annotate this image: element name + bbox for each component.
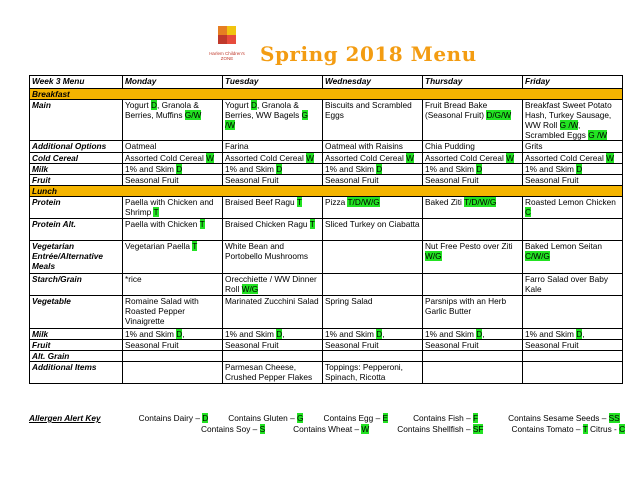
allergen-tag: T — [309, 219, 315, 229]
table-cell — [523, 175, 623, 186]
allergen-key-label: Contains Tomato – — [511, 424, 583, 434]
allergen-key-title: Allergen Alert Key — [29, 413, 101, 423]
cell-text: Chia Pudding — [425, 141, 475, 151]
logo — [205, 24, 249, 64]
allergen-tag: G — [297, 413, 304, 423]
allergen-tag: W — [606, 153, 615, 163]
row-label: Starch/Grain — [30, 274, 123, 296]
cell-text: Grits — [525, 141, 543, 151]
table-cell — [323, 274, 423, 296]
table-cell — [323, 329, 423, 340]
allergen-tag: W — [506, 153, 515, 163]
table-cell — [423, 197, 523, 219]
table-cell — [323, 340, 423, 351]
column-header-week: Week 3 Menu — [30, 76, 123, 89]
table-cell — [523, 164, 623, 175]
row-label: Fruit — [30, 340, 123, 351]
table-cell — [523, 296, 623, 329]
cell-text: Seasonal Fruit — [225, 175, 279, 185]
cell-text: Seasonal Fruit — [125, 175, 179, 185]
cell-text: Seasonal Fruit — [525, 175, 579, 185]
allergen-tag: D — [176, 164, 183, 174]
column-header-day: Friday — [523, 76, 623, 89]
table-row — [30, 141, 623, 153]
cell-text: 1% and Skim — [225, 164, 277, 174]
cell-text: Seasonal Fruit — [325, 340, 379, 350]
table-cell — [423, 141, 523, 153]
table-cell — [323, 141, 423, 153]
table-cell — [423, 153, 523, 164]
allergen-key-item — [397, 424, 483, 435]
allergen-tag: T — [582, 424, 588, 434]
logo-text: Harlem Children's ZONE — [209, 51, 245, 61]
table-header-row — [30, 76, 623, 89]
allergen-tag: D — [276, 329, 283, 339]
allergen-tag: D — [376, 164, 383, 174]
table-cell — [423, 219, 523, 241]
logo-square-orange — [218, 26, 227, 35]
table-cell — [223, 241, 323, 274]
allergen-tag: W/G — [241, 284, 259, 294]
table-row — [30, 329, 623, 340]
cell-text: 1% and Skim — [225, 329, 277, 339]
table-cell — [323, 241, 423, 274]
allergen-key-item — [508, 413, 620, 424]
cell-text: Toppings: Pepperoni, Spinach, Ricotta — [325, 362, 403, 382]
allergen-key-item — [228, 413, 303, 424]
allergen-tag: D — [202, 413, 209, 423]
table-cell — [523, 241, 623, 274]
allergen-tag: D — [576, 329, 583, 339]
cell-text: *rice — [125, 274, 142, 284]
table-cell — [323, 219, 423, 241]
allergen-key-item — [139, 413, 209, 424]
section-label: Lunch — [30, 186, 623, 197]
table-cell — [223, 362, 323, 384]
cell-text: , — [282, 329, 285, 339]
allergen-tag: T — [153, 207, 159, 217]
cell-text: 1% and Skim — [525, 164, 577, 174]
row-label: Additional Items — [30, 362, 123, 384]
cell-text: 1% and Skim — [425, 329, 477, 339]
allergen-tag: W — [361, 424, 370, 434]
cell-text: Biscuits and Scrambled Eggs — [325, 100, 412, 120]
cell-text: Vegetarian Paella — [125, 241, 193, 251]
allergen-key-label: Contains Soy – — [201, 424, 260, 434]
cell-text: Romaine Salad with Roasted Pepper Vinaigrette — [125, 296, 199, 326]
table-cell — [523, 197, 623, 219]
table-cell — [123, 340, 223, 351]
table-cell — [123, 296, 223, 329]
allergen-tag: D — [276, 164, 283, 174]
cell-text: Assorted Cold Cereal — [525, 153, 607, 163]
row-label: Milk — [30, 164, 123, 175]
cell-text: Oatmeal — [125, 141, 157, 151]
allergen-tag: E — [382, 413, 389, 423]
allergen-tag: G /W — [588, 130, 608, 140]
cell-text: Farro Salad over Baby Kale — [525, 274, 609, 294]
allergen-tag: W — [206, 153, 215, 163]
table-cell — [523, 141, 623, 153]
cell-text: Fruit Bread Bake (Seasonal Fruit) — [425, 100, 488, 120]
cell-text: Paella with Chicken and Shrimp — [125, 197, 214, 217]
allergen-tag: D — [176, 329, 183, 339]
cell-text: Orecchiette / WW Dinner Roll — [225, 274, 317, 294]
allergen-tag: D — [476, 329, 483, 339]
row-label: Main — [30, 100, 123, 141]
table-cell — [523, 274, 623, 296]
table-cell — [423, 241, 523, 274]
cell-text: Yogurt — [125, 100, 151, 110]
cell-text: Assorted Cold Cereal — [225, 153, 307, 163]
table-row — [30, 241, 623, 274]
table-cell — [523, 351, 623, 362]
allergen-tag: S — [259, 424, 266, 434]
table-cell — [223, 175, 323, 186]
allergen-key-line-2 — [201, 424, 625, 435]
cell-text: Breakfast Sweet Potato Hash, Turkey Sausage, WW Roll — [525, 100, 612, 130]
allergen-tag: W — [406, 153, 415, 163]
row-label: Alt. Grain — [30, 351, 123, 362]
table-cell — [323, 362, 423, 384]
cell-text: Seasonal Fruit — [425, 175, 479, 185]
table-cell — [223, 274, 323, 296]
row-label: Vegetarian Entrée/Alternative Meals — [30, 241, 123, 274]
cell-text: 1% and Skim — [325, 329, 377, 339]
allergen-tag: C — [525, 207, 531, 217]
table-cell — [423, 362, 523, 384]
column-header-day: Wednesday — [323, 76, 423, 89]
allergen-tag: D — [576, 164, 583, 174]
cell-text: Seasonal Fruit — [425, 340, 479, 350]
table-cell — [223, 153, 323, 164]
allergen-tag: D — [151, 100, 157, 110]
column-header-day: Thursday — [423, 76, 523, 89]
allergen-tag: G /W — [559, 120, 579, 130]
cell-text: Braised Chicken Ragu — [225, 219, 310, 229]
table-row — [30, 362, 623, 384]
table-row — [30, 296, 623, 329]
row-label: Protein — [30, 197, 123, 219]
cell-text: Baked Ziti — [425, 197, 465, 207]
table-cell — [323, 164, 423, 175]
allergen-key-label: Contains Wheat – — [293, 424, 362, 434]
row-label: Vegetable — [30, 296, 123, 329]
allergen-key-label: Citrus - — [587, 424, 620, 434]
table-cell — [123, 153, 223, 164]
cell-text: Seasonal Fruit — [225, 340, 279, 350]
table-cell — [323, 296, 423, 329]
cell-text: Oatmeal with Raisins — [325, 141, 403, 151]
table-cell — [423, 164, 523, 175]
column-header-day: Monday — [123, 76, 223, 89]
table-cell — [123, 351, 223, 362]
logo-square-yellow — [227, 26, 236, 35]
allergen-key-label: Contains Shellfish – — [397, 424, 473, 434]
allergen-tag: D — [476, 164, 483, 174]
table-cell — [523, 340, 623, 351]
cell-text: , Granola & Berries, WW Bagels — [225, 100, 302, 120]
table-row — [30, 219, 623, 241]
table-cell — [223, 351, 323, 362]
cell-text: 1% and Skim — [325, 164, 377, 174]
allergen-key-item — [511, 424, 587, 435]
cell-text: White Bean and Portobello Mushrooms — [225, 241, 309, 261]
allergen-key-label: Contains Fish – — [413, 413, 474, 423]
table-cell — [323, 100, 423, 141]
table-cell — [123, 141, 223, 153]
table-cell — [423, 175, 523, 186]
cell-text: Braised Beef Ragu — [225, 197, 297, 207]
table-cell — [523, 362, 623, 384]
cell-text: Assorted Cold Cereal — [325, 153, 407, 163]
allergen-tag: SF — [472, 424, 484, 434]
allergen-key-item — [413, 413, 478, 424]
allergen-tag: G/W — [184, 110, 202, 120]
cell-text: Farina — [225, 141, 249, 151]
cell-text: Seasonal Fruit — [325, 175, 379, 185]
table-row — [30, 351, 623, 362]
allergen-tag: W/G — [425, 251, 442, 261]
allergen-tag: T/D/W/G — [347, 197, 380, 207]
table-cell — [323, 351, 423, 362]
allergen-key-item — [323, 413, 388, 424]
column-header-day: Tuesday — [223, 76, 323, 89]
allergen-tag: W — [306, 153, 315, 163]
cell-text: , Scrambled Eggs — [525, 120, 589, 140]
cell-text: , Granola & Berries, Muffins — [125, 100, 199, 120]
table-cell — [523, 153, 623, 164]
row-label: Additional Options — [30, 141, 123, 153]
page-title: Spring 2018 Menu — [260, 42, 477, 66]
allergen-key-label: Contains Sesame Seeds – — [508, 413, 609, 423]
allergen-tag: F — [473, 413, 479, 423]
section-row — [30, 186, 623, 197]
cell-text: 1% and Skim — [525, 329, 577, 339]
allergen-key-line-1 — [29, 413, 620, 424]
table-cell — [323, 197, 423, 219]
cell-text: Spring Salad — [325, 296, 373, 306]
cell-text: Paella with Chicken — [125, 219, 200, 229]
table-row — [30, 340, 623, 351]
table-row — [30, 175, 623, 186]
allergen-tag: T — [192, 241, 198, 251]
table-row — [30, 153, 623, 164]
table-cell — [123, 100, 223, 141]
table-cell — [523, 100, 623, 141]
table-cell — [423, 351, 523, 362]
allergen-tag: C — [619, 424, 626, 434]
allergen-key-item — [201, 424, 265, 435]
allergen-tag: C/W/G — [525, 251, 550, 261]
table-cell — [123, 241, 223, 274]
table-row — [30, 197, 623, 219]
cell-text: Marinated Zucchini Salad — [225, 296, 319, 306]
allergen-key-item — [293, 424, 369, 435]
table-cell — [123, 329, 223, 340]
table-cell — [423, 296, 523, 329]
cell-text: , — [582, 329, 585, 339]
cell-text: Pizza — [325, 197, 348, 207]
cell-text: Roasted Lemon Chicken — [525, 197, 616, 207]
cell-text: , — [382, 329, 385, 339]
cell-text: 1% and Skim — [125, 164, 177, 174]
table-cell — [223, 197, 323, 219]
table-cell — [123, 164, 223, 175]
table-cell — [223, 141, 323, 153]
table-cell — [123, 175, 223, 186]
cell-text: , — [482, 329, 485, 339]
allergen-tag: D/G/W — [486, 110, 512, 120]
table-cell — [323, 175, 423, 186]
table-cell — [123, 197, 223, 219]
cell-text: Seasonal Fruit — [525, 340, 579, 350]
cell-text: Parmesan Cheese, Crushed Pepper Flakes — [225, 362, 313, 382]
row-label: Cold Cereal — [30, 153, 123, 164]
table-cell — [423, 329, 523, 340]
table-cell — [123, 219, 223, 241]
cell-text: Sliced Turkey on Ciabatta — [325, 219, 420, 229]
cell-text: Yogurt — [225, 100, 251, 110]
table-row — [30, 164, 623, 175]
allergen-tag: SS — [608, 413, 620, 423]
allergen-tag: T/D/W/G — [464, 197, 497, 207]
table-cell — [223, 329, 323, 340]
cell-text: , — [182, 329, 185, 339]
allergen-key-label: Contains Gluten – — [228, 413, 297, 423]
table-row — [30, 100, 623, 141]
allergen-key-label: Contains Egg – — [323, 413, 383, 423]
cell-text: Baked Lemon Seitan — [525, 241, 603, 251]
table-cell — [523, 219, 623, 241]
table-cell — [523, 329, 623, 340]
table-cell — [123, 274, 223, 296]
section-label: Breakfast — [30, 89, 623, 100]
cell-text: Assorted Cold Cereal — [125, 153, 207, 163]
table-cell — [223, 100, 323, 141]
menu-table — [29, 75, 623, 384]
allergen-tag: T — [296, 197, 302, 207]
cell-text: 1% and Skim — [125, 329, 177, 339]
row-label: Milk — [30, 329, 123, 340]
table-cell — [223, 164, 323, 175]
row-label: Fruit — [30, 175, 123, 186]
cell-text: Seasonal Fruit — [125, 340, 179, 350]
cell-text: Assorted Cold Cereal — [425, 153, 507, 163]
allergen-tag: D — [376, 329, 383, 339]
table-row — [30, 274, 623, 296]
table-cell — [423, 274, 523, 296]
table-cell — [223, 296, 323, 329]
table-cell — [123, 362, 223, 384]
table-cell — [323, 153, 423, 164]
allergen-key-label: Contains Dairy – — [138, 413, 203, 423]
cell-text: 1% and Skim — [425, 164, 477, 174]
table-cell — [423, 340, 523, 351]
allergen-tag: D — [251, 100, 257, 110]
row-label: Protein Alt. — [30, 219, 123, 241]
section-row — [30, 89, 623, 100]
cell-text: Nut Free Pesto over Ziti — [425, 241, 513, 251]
logo-square-red — [218, 35, 227, 44]
allergen-tag: G /W — [225, 110, 309, 130]
table-cell — [423, 100, 523, 141]
table-cell — [223, 219, 323, 241]
table-cell — [223, 340, 323, 351]
cell-text: Parsnips with an Herb Garlic Butter — [425, 296, 507, 316]
logo-square-red-light — [227, 35, 236, 44]
allergen-tag: T — [199, 219, 205, 229]
